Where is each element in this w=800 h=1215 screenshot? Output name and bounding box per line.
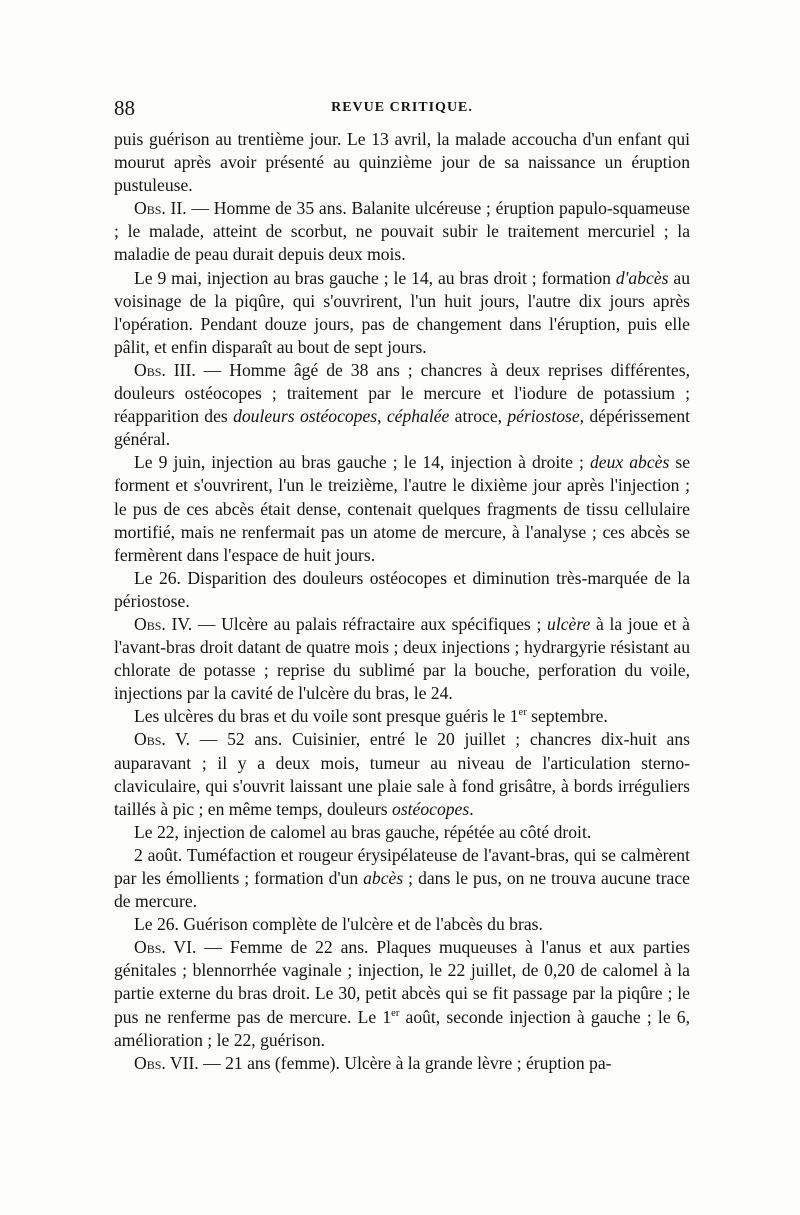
paragraph: 2 août. Tuméfaction et rougeur érysipélateuse de l'avant-bras, qui se calmèrent par les émollients ; formation d'un abcès ; dans le pus, on ne trouva aucune trace de mercure. <box>114 844 690 912</box>
observation-paragraph: Obs. III. — Homme âgé de 38 ans ; chancres à deux reprises différentes, douleurs ostéocopes ; traitement par le mercure et l'iodure de potassium ; réapparition des douleurs ostéocopes, céphalée atroce, périostose, dépérissement général. <box>114 359 691 450</box>
obs-label: Obs. <box>134 198 166 219</box>
obs-label: Obs. <box>134 729 166 750</box>
paragraph: puis guérison au trentième jour. Le 13 avril, la malade accoucha d'un enfant qui mourut après avoir présenté au quinzième jour de sa naissance un éruption pustuleuse. <box>114 129 690 196</box>
body-text <box>114 128 690 1075</box>
paragraph: Le 9 juin, injection au bras gauche ; le 14, injection à droite ; deux abcès se forment et s'ouvrirent, l'un le treizième, l'autre le dixième jour après l'injection ; le pus de ces abcès était dense, contenait quelques fragments de tissu cellulaire mortifié, mais ne renfermait pas un atome de mercure, à l'analyse ; ces abcès se fermèrent dans l'espace de huit jours. <box>114 452 691 565</box>
page-number: 88 <box>114 96 135 120</box>
paragraph: Le 22, injection de calomel au bras gauche, répétée au côté droit. <box>134 821 592 842</box>
observation-paragraph: Obs. V. — 52 ans. Cuisinier, entré le 20 juillet ; chancres dix-huit ans auparavant ; il y a deux mois, tumeur au niveau de l'articulation sterno-claviculaire, qui s'ouvrit laissant une plaie sale à fond grisâtre, à bords irréguliers taillés à pic ; en même temps, douleurs ostéocopes. <box>114 729 690 819</box>
paragraph: Le 26. Disparition des douleurs ostéocopes et diminution très-marquée de la périostose. <box>114 567 690 611</box>
paragraph: Le 26. Guérison complète de l'ulcère et de l'abcès du bras. <box>134 914 543 935</box>
observation-paragraph: Obs. VI. — Femme de 22 ans. Plaques muqueuses à l'anus et aux parties génitales ; blennorrhée vaginale ; injection, le 22 juillet, de 0,20 de calomel à la partie externe du bras droit. Le 30, petit abcès qui se fit passage par la piqûre ; le pus ne renferme pas de mercure. Le 1er août, seconde injection à gauche ; le 6, amélioration ; le 22, guérison. <box>114 937 690 1050</box>
running-title: REVUE CRITIQUE. <box>331 100 473 115</box>
page-header <box>114 96 690 124</box>
obs-label: Obs. <box>134 359 166 380</box>
obs-label: Obs. <box>134 937 166 958</box>
paragraph: Le 9 mai, injection au bras gauche ; le 14, au bras droit ; formation d'abcès au voisinage de la piqûre, qui s'ouvrirent, l'un huit jours, l'autre dix jours après l'opération. Pendant douze jours, pas de changement dans l'éruption, puis elle pâlit, et enfin disparaît au bout de sept jours. <box>114 267 690 357</box>
observation-paragraph: Obs. II. — Homme de 35 ans. Balanite ulcéreuse ; éruption papulo-squameuse ; le malade, atteint de scorbut, ne pouvait subir le traitement mercuriel ; la maladie de peau durait depuis deux mois. <box>114 198 690 265</box>
obs-label: Obs. <box>134 613 166 634</box>
obs-label: Obs. <box>134 1052 166 1073</box>
observation-paragraph: Obs. IV. — Ulcère au palais réfractaire aux spécifiques ; ulcère à la joue et à l'avant-bras droit datant de quatre mois ; deux injections ; hydrargyrie résistant au chlorate de potasse ; reprise du sublimé par la bouche, perforation du voile, injections par la cavité de l'ulcère du bras, le 24. <box>114 613 690 704</box>
observation-paragraph: Obs. VII. — 21 ans (femme). Ulcère à la grande lèvre ; éruption pa- <box>134 1052 612 1073</box>
paragraph: Les ulcères du bras et du voile sont presque guéris le 1er septembre. <box>134 706 608 727</box>
